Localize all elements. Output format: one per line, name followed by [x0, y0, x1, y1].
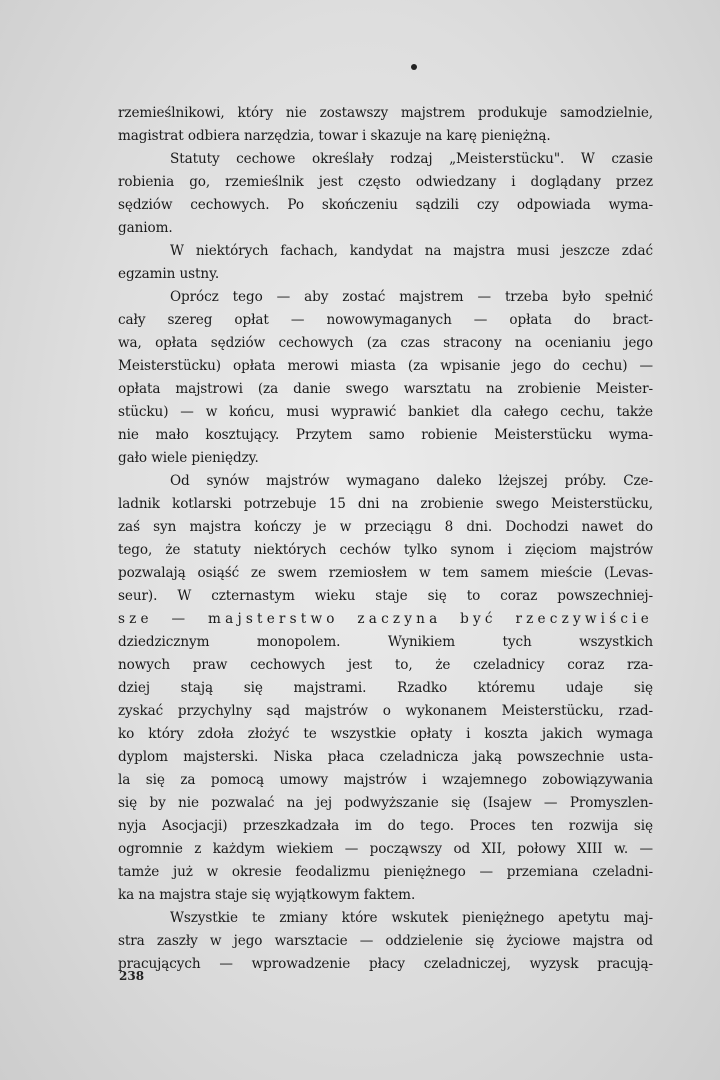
text-line: pozwalają osiąść ze swem rzemiosłem w tem samem mieście (Levas-	[118, 565, 653, 581]
text-line: stücku) — w końcu, musi wyprawić bankiet dla całego cechu, także	[118, 404, 653, 420]
text-line: stra zaszły w jego warsztacie — oddzielenie się życiowe majstra od	[118, 933, 653, 949]
text-line: się by nie pozwalać na jej podwyższanie się (Isajew — Promyszlen-	[118, 795, 653, 811]
text-line: zaś syn majstra kończy je w przeciągu 8 dni. Dochodzi nawet do	[118, 519, 653, 535]
text-line: nyja Asocjacji) przeszkadzała im do tego. Proces ten rozwija się	[118, 818, 653, 834]
text-line: wa, opłata sędziów cechowych (za czas stracony na ocenianiu jego	[118, 335, 653, 351]
text-line: Meisterstücku) opłata merowi miasta (za wpisanie jego do cechu) —	[118, 358, 653, 374]
text-line: Od synów majstrów wymagano daleko lżejszej próby. Cze-	[170, 473, 653, 489]
text-line: Oprócz tego — aby zostać majstrem — trzeba było spełnić	[170, 289, 653, 305]
text-line: dyplom majsterski. Niska płaca czeladnicza jaką powszechnie usta-	[118, 749, 653, 765]
text-line: cały szereg opłat — nowowymaganych — opłata do bract-	[118, 312, 653, 328]
text-line: sze — majsterstwo zaczyna być rzeczywiście	[118, 611, 653, 627]
text-line: ogromnie z każdym wiekiem — począwszy od XII, połowy XIII w. —	[118, 841, 653, 857]
page-number: 238	[119, 969, 145, 983]
text-line: robienia go, rzemieślnik jest często odwiedzany i doglądany przez	[118, 174, 653, 190]
text-line: magistrat odbiera narzędzia, towar i skazuje na karę pieniężną.	[118, 128, 551, 144]
text-line: seur). W czternastym wieku staje się to coraz powszechniej-	[118, 588, 653, 604]
text-line: ko który zdoła złożyć te wszystkie opłaty i koszta jakich wymaga	[118, 726, 653, 742]
text-line: nie mało kosztujący. Przytem samo robienie Meisterstücku wyma-	[118, 427, 653, 443]
text-line: dziedzicznym monopolem. Wynikiem tych wszystkich	[118, 634, 653, 650]
page-mark-dot	[411, 64, 417, 70]
body-text	[118, 102, 653, 976]
text-line: tego, że statuty niektórych cechów tylko synom i zięciom majstrów	[118, 542, 653, 558]
text-line: egzamin ustny.	[118, 266, 220, 282]
text-line: ganiom.	[118, 220, 173, 236]
text-line: opłata majstrowi (za danie swego warsztatu na zrobienie Meister-	[118, 381, 653, 397]
text-line: dziej stają się majstrami. Rzadko któremu udaje się	[118, 680, 653, 696]
text-line: zyskać przychylny sąd majstrów o wykonanem Meisterstücku, rzad-	[118, 703, 653, 719]
text-line: gało wiele pieniędzy.	[118, 450, 259, 466]
text-line: ka na majstra staje się wyjątkowym faktem.	[118, 887, 416, 903]
text-line: pracujących — wprowadzenie płacy czeladniczej, wyzysk pracują-	[118, 956, 653, 972]
text-line: nowych praw cechowych jest to, że czeladnicy coraz rza-	[118, 657, 653, 673]
text-line: Statuty cechowe określały rodzaj „Meisterstücku". W czasie	[170, 151, 653, 167]
text-line: sędziów cechowych. Po skończeniu sądzili czy odpowiada wyma-	[118, 197, 653, 213]
text-line: W niektórych fachach, kandydat na majstra musi jeszcze zdać	[170, 243, 653, 259]
text-line: ladnik kotlarski potrzebuje 15 dni na zrobienie swego Meisterstücku,	[118, 496, 653, 512]
text-line: Wszystkie te zmiany które wskutek pieniężnego apetytu maj-	[170, 910, 653, 926]
text-line: rzemieślnikowi, który nie zostawszy majstrem produkuje samodzielnie,	[118, 105, 653, 121]
text-line: la się za pomocą umowy majstrów i wzajemnego zobowiązywania	[118, 772, 653, 788]
text-line: tamże już w okresie feodalizmu pieniężnego — przemiana czeladni-	[118, 864, 653, 880]
